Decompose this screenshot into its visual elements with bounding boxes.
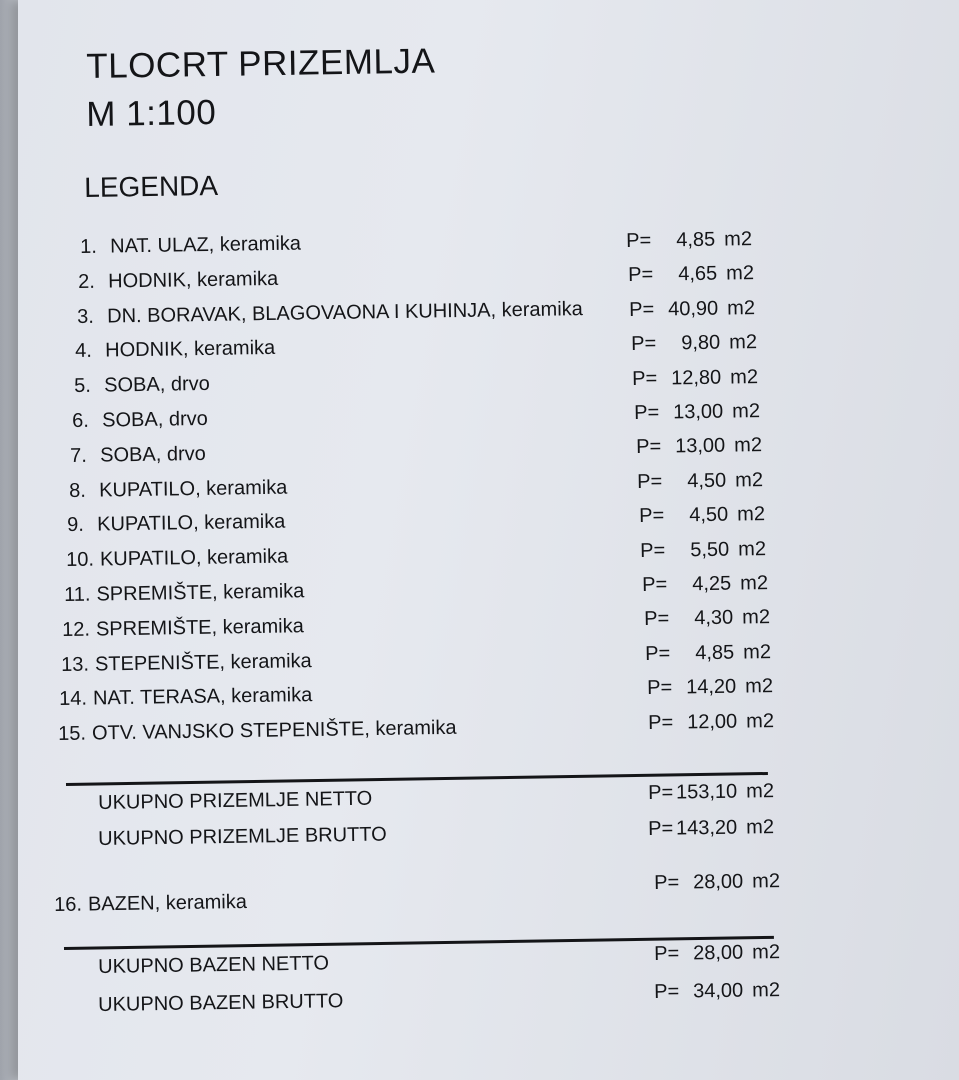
area-value: 4,65 — [677, 262, 717, 286]
area-prefix: P= — [654, 980, 680, 1003]
area-prefix: P= — [638, 504, 665, 528]
area-value: 34,00 — [692, 979, 744, 1003]
room-row — [72, 408, 208, 433]
area-unit: m2 — [746, 816, 775, 839]
room-name: NAT. TERASA, keramika — [92, 684, 313, 710]
area-unit: m2 — [752, 870, 781, 893]
area-value: 5,50 — [690, 538, 730, 561]
room-name: OTV. VANJSKO STEPENIŠTE, keramika — [91, 716, 457, 745]
room-number: 9. — [67, 514, 85, 537]
room-row-area — [640, 538, 766, 563]
area-unit: m2 — [725, 262, 754, 285]
room-row-area — [639, 503, 765, 528]
ground-total-row-area — [648, 816, 774, 841]
room-row — [77, 298, 583, 329]
room-name: NAT. ULAZ, keramika — [109, 232, 302, 258]
area-value: 13,00 — [674, 434, 725, 458]
plan-title: TLOCRT PRIZEMLJA — [86, 41, 436, 86]
area-unit: m2 — [730, 365, 759, 389]
area-unit: m2 — [744, 675, 773, 698]
room-name: KUPATILO, keramika — [99, 545, 288, 571]
room-row-area — [648, 710, 774, 735]
area-value: 4,85 — [676, 228, 716, 252]
area-unit: m2 — [733, 434, 762, 457]
room-number: 15. — [57, 722, 86, 746]
area-prefix: P= — [654, 942, 680, 965]
area-value: 4,25 — [692, 572, 732, 596]
room-number: 8. — [68, 479, 86, 502]
legend-heading: LEGENDA — [84, 169, 219, 203]
room-name: SPREMIŠTE, keramika — [96, 580, 305, 606]
total-label: UKUPNO BAZEN NETTO — [98, 952, 330, 978]
pool-total-row-area — [654, 979, 780, 1004]
room-row-area — [629, 297, 755, 322]
area-value: 40,90 — [668, 297, 719, 321]
room-row-area — [632, 366, 758, 391]
area-prefix: P= — [643, 607, 669, 631]
area-unit: m2 — [741, 606, 770, 629]
room-row-area — [634, 400, 760, 425]
room-row-area — [631, 331, 757, 356]
room-name: SPREMIŠTE, keramika — [96, 615, 305, 641]
room-number: 1. — [80, 235, 98, 258]
area-value: 4,85 — [695, 641, 735, 665]
area-unit: m2 — [743, 640, 772, 664]
room-number: 12. — [62, 618, 91, 641]
pool-row-area — [654, 870, 780, 895]
room-row — [64, 580, 304, 607]
room-number: 10. — [65, 548, 94, 572]
room-name: BAZEN, keramika — [87, 890, 248, 916]
room-number: 6. — [72, 409, 90, 432]
plan-scale: M 1:100 — [86, 92, 217, 134]
room-name: KUPATILO, keramika — [98, 476, 288, 502]
area-prefix: P= — [645, 642, 671, 665]
area-prefix: P= — [632, 367, 658, 390]
area-unit: m2 — [738, 537, 767, 561]
room-name: HODNIK, keramika — [108, 267, 279, 293]
area-prefix: P= — [646, 676, 673, 700]
area-unit: m2 — [746, 780, 775, 803]
area-value: 12,80 — [671, 366, 722, 389]
room-row — [67, 511, 286, 537]
room-row — [62, 615, 304, 642]
room-row — [66, 546, 288, 572]
room-row-area — [626, 228, 752, 253]
area-prefix: P= — [648, 711, 674, 734]
area-value: 9,80 — [680, 331, 721, 355]
room-name: HODNIK, keramika — [105, 337, 276, 362]
pool-total-row — [98, 952, 329, 979]
room-number: 11. — [64, 583, 91, 606]
total-label: UKUPNO BAZEN BRUTTO — [98, 990, 344, 1016]
room-row-area — [637, 469, 763, 494]
room-row-area — [628, 262, 754, 287]
room-row-area — [644, 606, 770, 631]
pool-row — [54, 891, 247, 917]
total-label: UKUPNO PRIZEMLJE NETTO — [98, 787, 373, 814]
area-value: 13,00 — [672, 400, 724, 424]
area-value: 153,10 — [675, 780, 738, 804]
room-number: 7. — [70, 444, 88, 467]
area-value: 28,00 — [692, 941, 744, 965]
room-row-area — [645, 641, 771, 666]
area-prefix: P= — [648, 817, 674, 840]
room-number: 5. — [73, 374, 91, 398]
room-row — [70, 443, 206, 468]
area-unit: m2 — [736, 503, 765, 526]
room-row — [61, 650, 312, 677]
room-number: 16. — [54, 893, 83, 916]
room-name: STEPENIŠTE, keramika — [94, 649, 312, 676]
area-prefix: P= — [626, 229, 652, 252]
area-unit: m2 — [740, 572, 769, 595]
area-unit: m2 — [732, 400, 761, 423]
room-name: KUPATILO, keramika — [97, 510, 286, 536]
area-value: 4,30 — [693, 606, 733, 630]
area-value: 12,00 — [687, 710, 738, 733]
area-unit: m2 — [752, 979, 781, 1002]
room-number: 2. — [78, 270, 96, 293]
area-value: 143,20 — [675, 816, 738, 840]
room-name: SOBA, drvo — [103, 373, 210, 397]
room-number: 13. — [60, 653, 89, 676]
room-number: 14. — [59, 687, 88, 711]
area-prefix: P= — [629, 298, 655, 321]
area-prefix: P= — [654, 871, 680, 894]
area-value: 4,50 — [687, 469, 727, 493]
room-row — [80, 233, 301, 259]
room-row — [75, 337, 275, 363]
area-prefix: P= — [648, 781, 674, 804]
pool-total-row — [98, 990, 344, 1017]
area-unit: m2 — [728, 331, 757, 354]
room-number: 3. — [76, 305, 94, 328]
area-unit: m2 — [724, 228, 753, 251]
room-row — [74, 373, 210, 398]
ground-total-row-area — [648, 780, 774, 805]
area-unit: m2 — [727, 296, 756, 320]
area-prefix: P= — [642, 573, 668, 596]
area-value: 28,00 — [692, 870, 744, 894]
total-label: UKUPNO PRIZEMLJE BRUTTO — [98, 823, 387, 850]
room-row — [59, 684, 312, 711]
room-row — [78, 268, 278, 294]
area-prefix: P= — [634, 401, 660, 424]
ground-total-row — [98, 788, 372, 815]
room-row-area — [647, 675, 773, 700]
ground-total-row — [98, 823, 387, 851]
area-unit: m2 — [735, 468, 764, 492]
room-row — [58, 717, 457, 746]
area-prefix: P= — [630, 332, 657, 356]
area-value: 4,50 — [688, 503, 729, 527]
room-name: SOBA, drvo — [101, 407, 208, 432]
area-prefix: P= — [627, 263, 653, 287]
room-number: 4. — [75, 340, 93, 363]
area-prefix: P= — [637, 470, 663, 493]
room-row-area — [636, 434, 762, 459]
pool-total-row-area — [654, 941, 780, 966]
room-row-area — [642, 572, 768, 597]
area-value: 14,20 — [685, 675, 737, 699]
room-row — [69, 476, 288, 502]
room-name: SOBA, drvo — [100, 442, 207, 467]
area-prefix: P= — [640, 539, 666, 562]
area-unit: m2 — [746, 709, 775, 733]
area-prefix: P= — [635, 435, 661, 459]
area-unit: m2 — [752, 941, 781, 964]
room-name: DN. BORAVAK, BLAGOVAONA I KUHINJA, keramika — [106, 297, 583, 328]
